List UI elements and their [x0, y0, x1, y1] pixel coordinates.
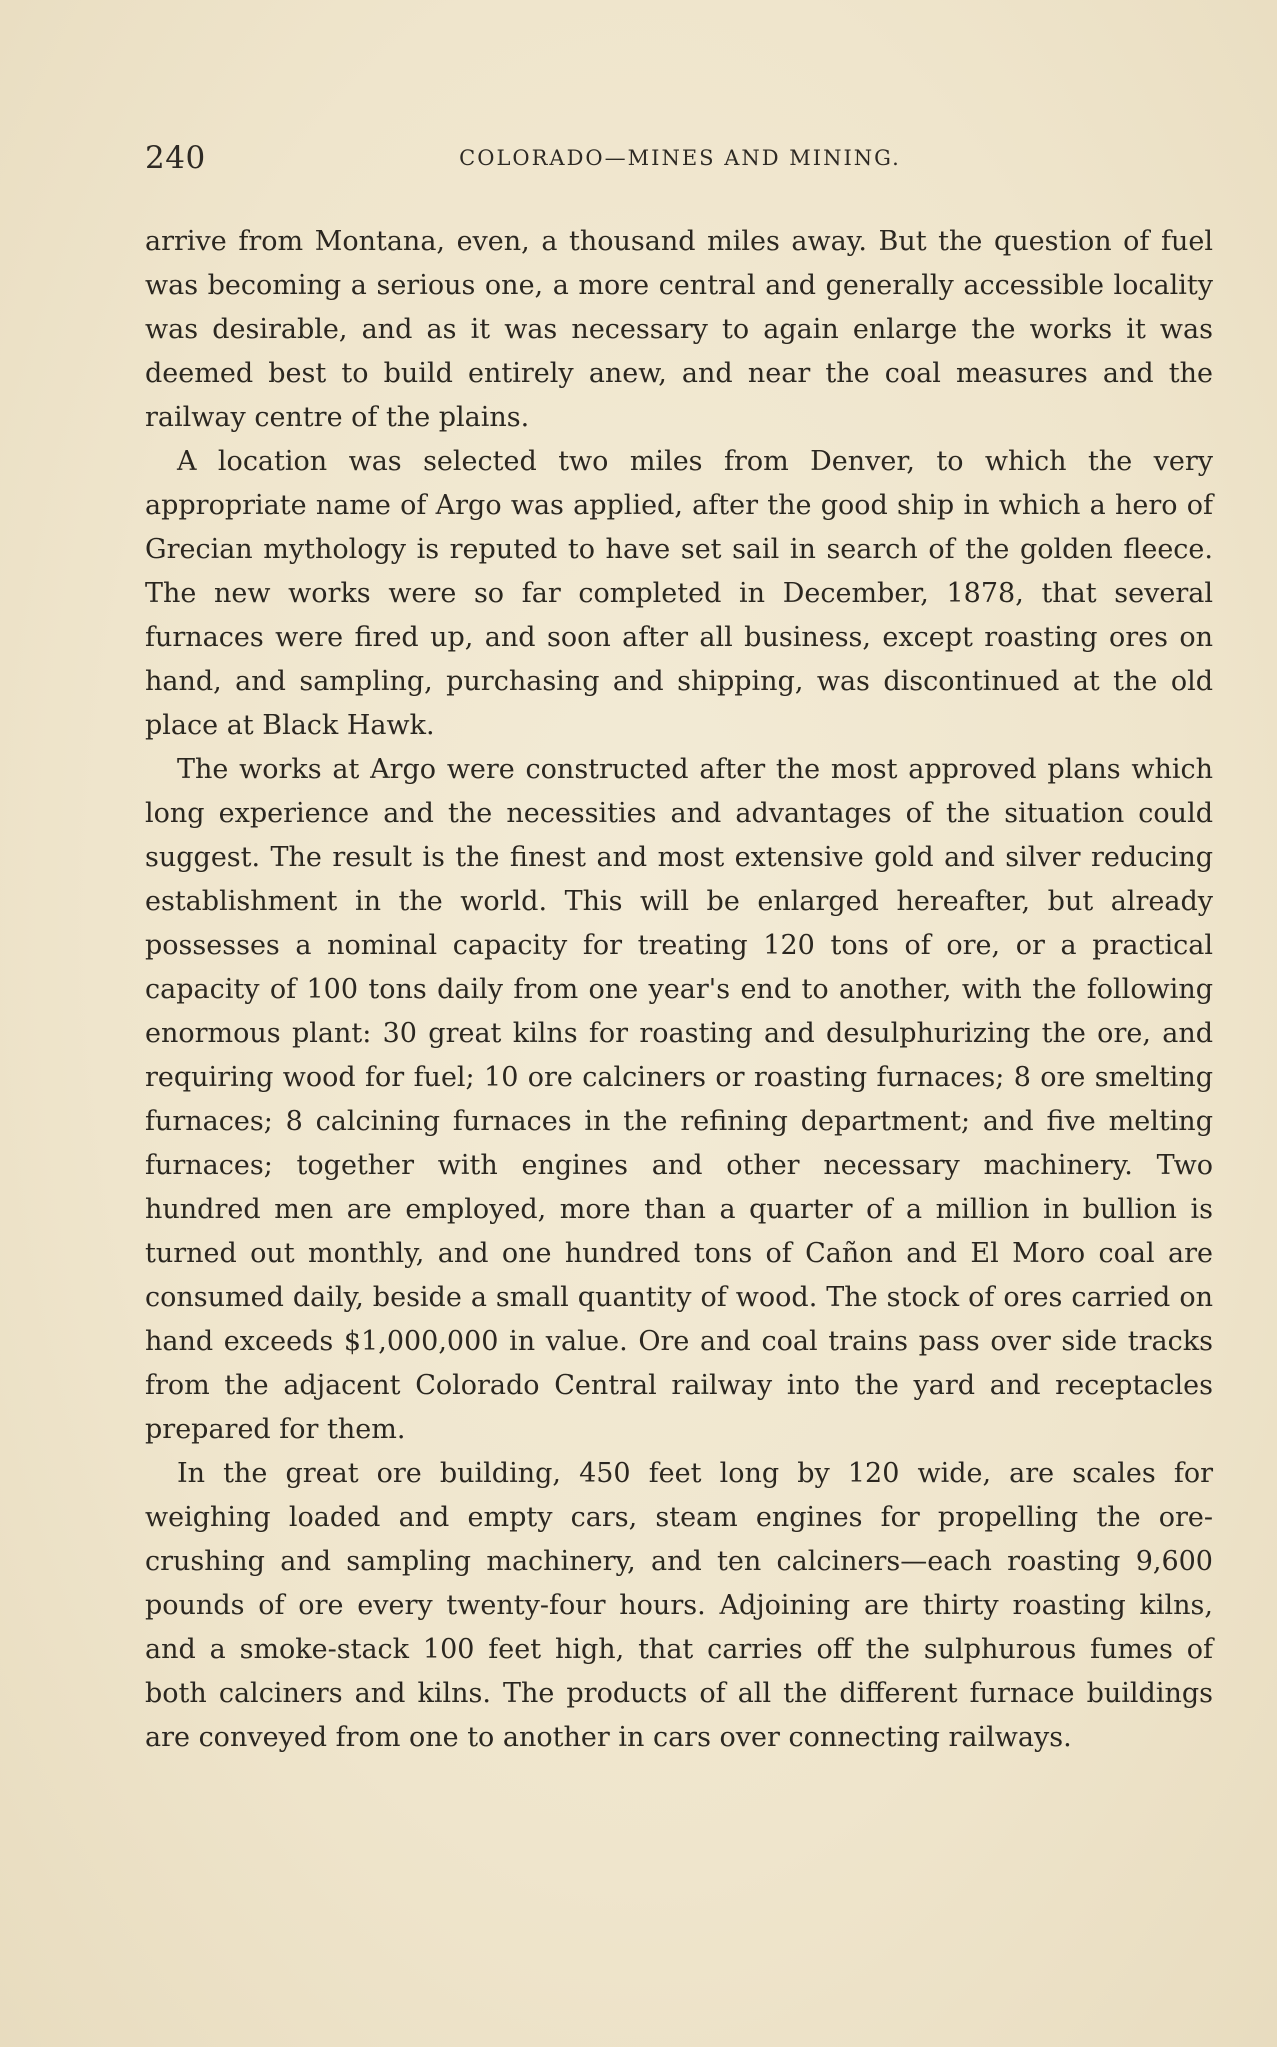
running-head: COLORADO—MINES AND MINING.: [459, 146, 901, 170]
paragraph: The works at Argo were constructed after the most approved plans which long experience and the necessities and advantages of the situation could suggest. The result is the finest and most extensive gold and silver reducing establishment in the world. This will be enlarged hereafter, but already possesses a nominal capacity for treating 120 tons of ore, or a practical capacity of 100 tons daily from one year's end to another, with the following enormous plant: 30 great kilns for roasting and desulphurizing the ore, and requiring wood for fuel; 10 ore calciners or roasting furnaces; 8 ore smelting furnaces; 8 calcining furnaces in the refining department; and five melting furnaces; together with engines and other necessary machinery. Two hundred men are employed, more than a quarter of a million in bullion is turned out monthly, and one hundred tons of Cañon and El Moro coal are consumed daily, beside a small quantity of wood. The stock of ores carried on hand exceeds $1,000,000 in value. Ore and coal trains pass over side tracks from the adjacent Colorado Central railway into the yard and receptacles prepared for them.: [145, 754, 1213, 1445]
body-text: [145, 220, 1213, 1760]
page-header: [145, 140, 1215, 180]
paragraph: A location was selected two miles from Denver, to which the very appropriate name of Argo was applied, after the good ship in which a hero of Grecian mythology is reputed to have set sail in search of the golden fleece. The new works were so far completed in December, 1878, that several furnaces were fired up, and soon after all business, except roasting ores on hand, and sampling, purchasing and shipping, was discontinued at the old place at Black Hawk.: [145, 446, 1213, 741]
paragraph: arrive from Montana, even, a thousand miles away. But the question of fuel was becoming a serious one, a more central and generally accessible locality was desirable, and as it was necessary to again enlarge the works it was deemed best to build entirely anew, and near the coal measures and the railway centre of the plains.: [145, 226, 1213, 433]
page-number: 240: [145, 140, 206, 176]
paragraph: In the great ore building, 450 feet long by 120 wide, are scales for weighing loaded and empty cars, steam engines for propelling the ore-crushing and sampling machinery, and ten calciners—each roasting 9,600 pounds of ore every twenty-four hours. Adjoining are thirty roasting kilns, and a smoke-stack 100 feet high, that carries off the sulphurous fumes of both calciners and kilns. The products of all the different furnace buildings are conveyed from one to another in cars over connecting railways.: [145, 1458, 1213, 1753]
